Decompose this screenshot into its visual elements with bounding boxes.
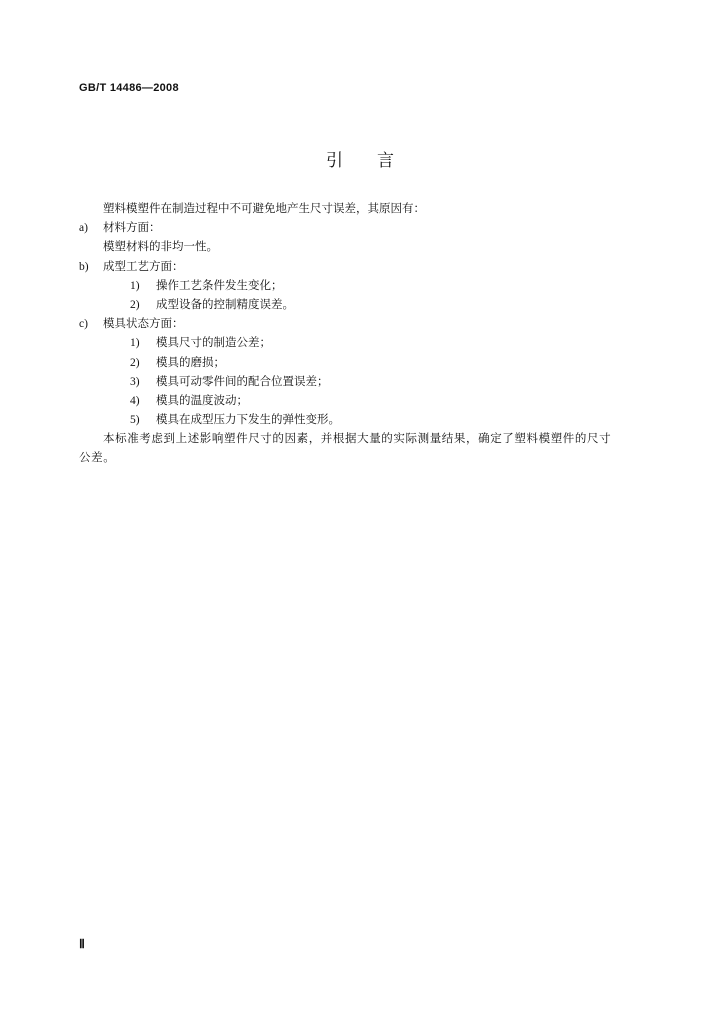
sub-text: 模具尺寸的制造公差； <box>156 335 271 350</box>
sub-marker: 2) <box>130 356 140 369</box>
sub-marker: 1) <box>130 337 140 350</box>
cause-detail: 模塑材料的非均一性。 <box>103 239 218 254</box>
cause-item-c <box>79 314 639 333</box>
sub-text: 模具的磨损； <box>156 354 225 369</box>
list-marker: b) <box>79 260 89 273</box>
cause-item-a <box>79 218 639 237</box>
sub-marker: 1) <box>130 279 140 292</box>
list-item <box>79 372 639 391</box>
list-item <box>79 333 639 352</box>
list-item <box>79 353 639 372</box>
conclusion-paragraph <box>79 429 639 467</box>
list-item <box>79 276 639 295</box>
list-item <box>79 391 639 410</box>
sub-text: 操作工艺条件发生变化； <box>156 277 283 292</box>
document-body <box>79 199 639 468</box>
sub-marker: 4) <box>130 394 140 407</box>
sub-text: 模具在成型压力下发生的弹性变形。 <box>156 412 340 427</box>
section-title: 引言 <box>326 151 428 171</box>
conclusion-line-1: 本标准考虑到上述影响塑件尺寸的因素，并根据大量的实际测量结果，确定了塑料模塑件的尺寸 <box>103 431 612 446</box>
cause-label: 材料方面： <box>103 220 161 235</box>
cause-label: 模具状态方面： <box>103 316 184 331</box>
sub-text: 模具的温度波动； <box>156 392 248 407</box>
sub-text: 模具可动零件间的配合位置误差； <box>156 373 329 388</box>
sub-marker: 2) <box>130 298 140 311</box>
list-marker: a) <box>79 222 88 235</box>
list-item <box>79 410 639 429</box>
page-number: Ⅱ <box>79 937 85 951</box>
sub-marker: 5) <box>130 414 140 427</box>
sub-text: 成型设备的控制精度误差。 <box>156 296 294 311</box>
cause-label: 成型工艺方面： <box>103 258 184 273</box>
list-marker: c) <box>79 318 88 331</box>
list-item <box>79 295 639 314</box>
sub-marker: 3) <box>130 375 140 388</box>
conclusion-line-2: 公差。 <box>79 450 116 465</box>
cause-item-b <box>79 257 639 276</box>
intro-sentence: 塑料模塑件在制造过程中不可避免地产生尺寸误差，其原因有： <box>103 201 425 215</box>
standard-code: GB/T 14486—2008 <box>79 82 179 94</box>
